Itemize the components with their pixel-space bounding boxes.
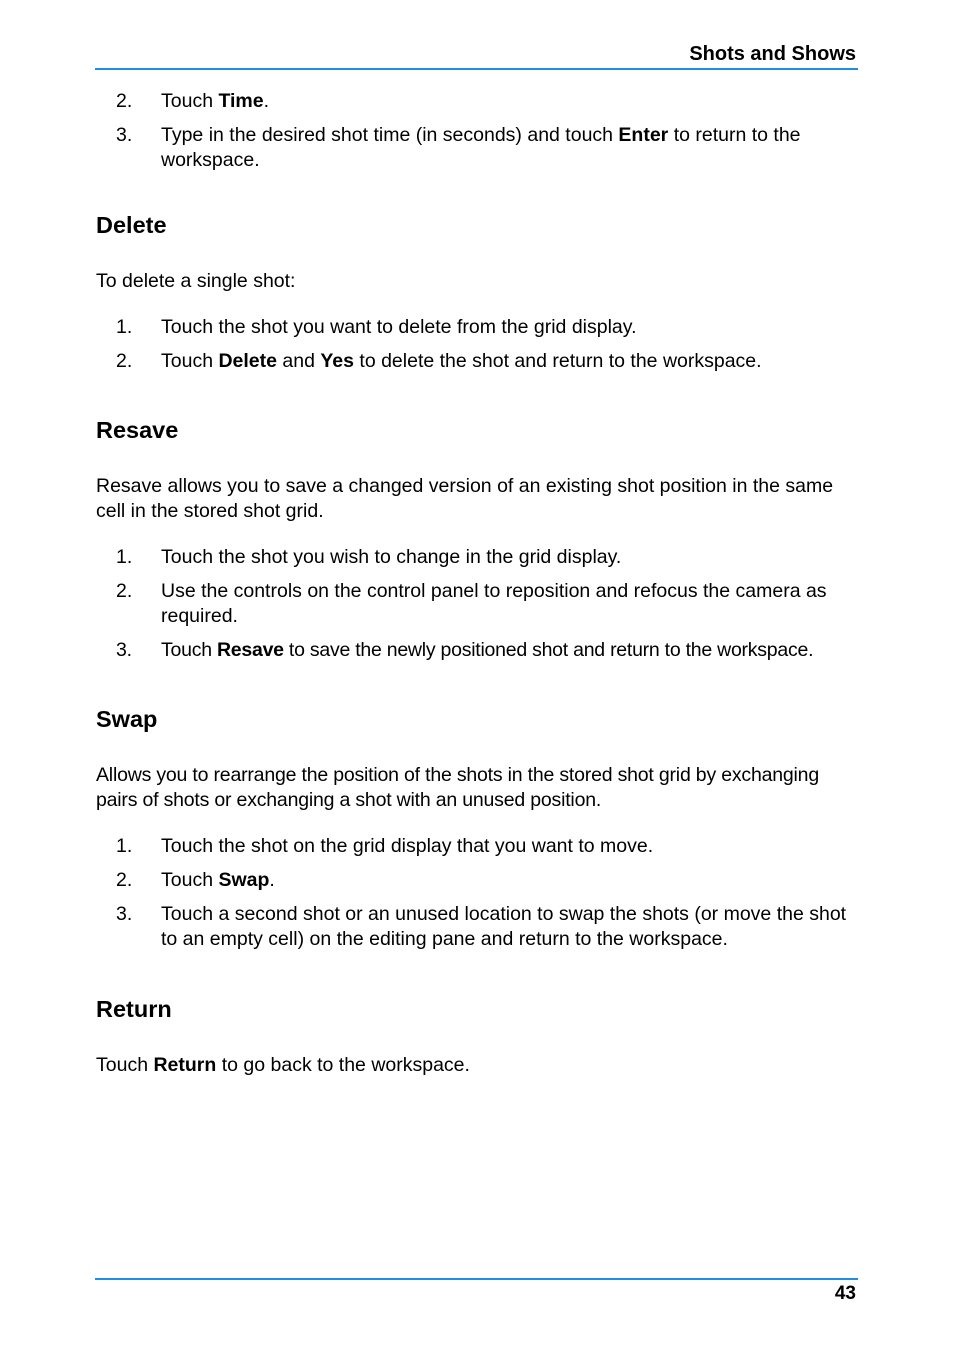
step-bold: Delete: [218, 350, 277, 372]
step-number: 3.: [116, 903, 133, 925]
step-bold: Swap: [218, 869, 270, 891]
step-text: Touch the shot you want to delete from the grid display.: [161, 316, 637, 338]
step-text: to return to the workspace.: [161, 124, 801, 171]
list-item: [96, 579, 858, 629]
step-text: to save the newly positioned shot and return to the workspace.: [283, 639, 814, 661]
step-text: Touch the shot on the grid display that you want to move.: [161, 835, 654, 857]
step-text: Type in the desired shot time (in seconds) and touch: [161, 124, 619, 146]
return-bold: Return: [153, 1054, 217, 1076]
section-heading-resave: Resave: [96, 417, 179, 443]
step-text: .: [263, 90, 270, 112]
section-intro: [96, 1053, 858, 1078]
section-heading-delete: Delete: [96, 212, 167, 238]
step-text: Touch a second shot or an unused location to swap the shots (or move the shot to an empty cell) on the editing pane and return to the workspace.: [161, 903, 847, 950]
step-text: Touch: [161, 639, 217, 661]
page-number: 43: [834, 1283, 856, 1304]
header-title: Shots and Shows: [689, 43, 856, 65]
page-content: [96, 89, 858, 1078]
step-text: Touch the shot you wish to change in the grid display.: [161, 546, 622, 568]
delete-steps: [96, 315, 858, 374]
section-delete: [96, 211, 858, 374]
step-bold: Yes: [320, 350, 354, 372]
step-number: 1.: [116, 316, 133, 338]
list-item: [96, 638, 858, 663]
step-number: 1.: [116, 546, 133, 568]
step-text: to delete the shot and return to the workspace.: [353, 350, 762, 372]
footer-rule: [95, 1278, 858, 1280]
step-number: 3.: [116, 639, 132, 661]
resave-steps: [96, 545, 858, 663]
list-item: [96, 902, 858, 952]
step-bold: Resave: [216, 639, 284, 661]
step-text: .: [269, 869, 275, 891]
step-number: 2.: [116, 350, 133, 372]
section-intro: To delete a single shot:: [96, 270, 296, 292]
return-text: to go back to the workspace.: [216, 1054, 470, 1076]
intro-steps: [96, 89, 858, 173]
step-text: Touch: [161, 90, 219, 112]
section-swap: [96, 705, 858, 952]
step-bold: Enter: [618, 124, 669, 146]
step-number: 3.: [116, 124, 133, 146]
step-text: Touch: [161, 869, 219, 891]
section-return: [96, 995, 858, 1078]
step-number: 1.: [116, 835, 133, 857]
list-item: [96, 834, 858, 859]
step-bold: Time: [218, 90, 264, 112]
swap-steps: [96, 834, 858, 952]
list-item: [96, 868, 858, 893]
step-text: Touch: [161, 350, 219, 372]
section-resave: [96, 416, 858, 663]
list-item: [96, 545, 858, 570]
step-text: and: [276, 350, 321, 372]
step-number: 2.: [116, 90, 133, 112]
section-heading-swap: Swap: [96, 706, 158, 732]
list-item: [96, 315, 858, 340]
header-rule: [95, 68, 858, 70]
list-item: [96, 349, 858, 374]
step-text: Use the controls on the control panel to reposition and refocus the camera as required.: [161, 580, 827, 627]
list-item: [96, 123, 858, 173]
section-heading-return: Return: [96, 996, 172, 1022]
step-number: 2.: [116, 869, 133, 891]
list-item: [96, 89, 858, 114]
return-text: Touch: [96, 1054, 154, 1076]
section-intro: Allows you to rearrange the position of the shots in the stored shot grid by exchanging pairs of shots or exchanging a shot with an unused position.: [96, 764, 819, 811]
section-intro: Resave allows you to save a changed version of an existing shot position in the same cell in the stored shot grid.: [96, 475, 834, 522]
step-number: 2.: [116, 580, 133, 602]
